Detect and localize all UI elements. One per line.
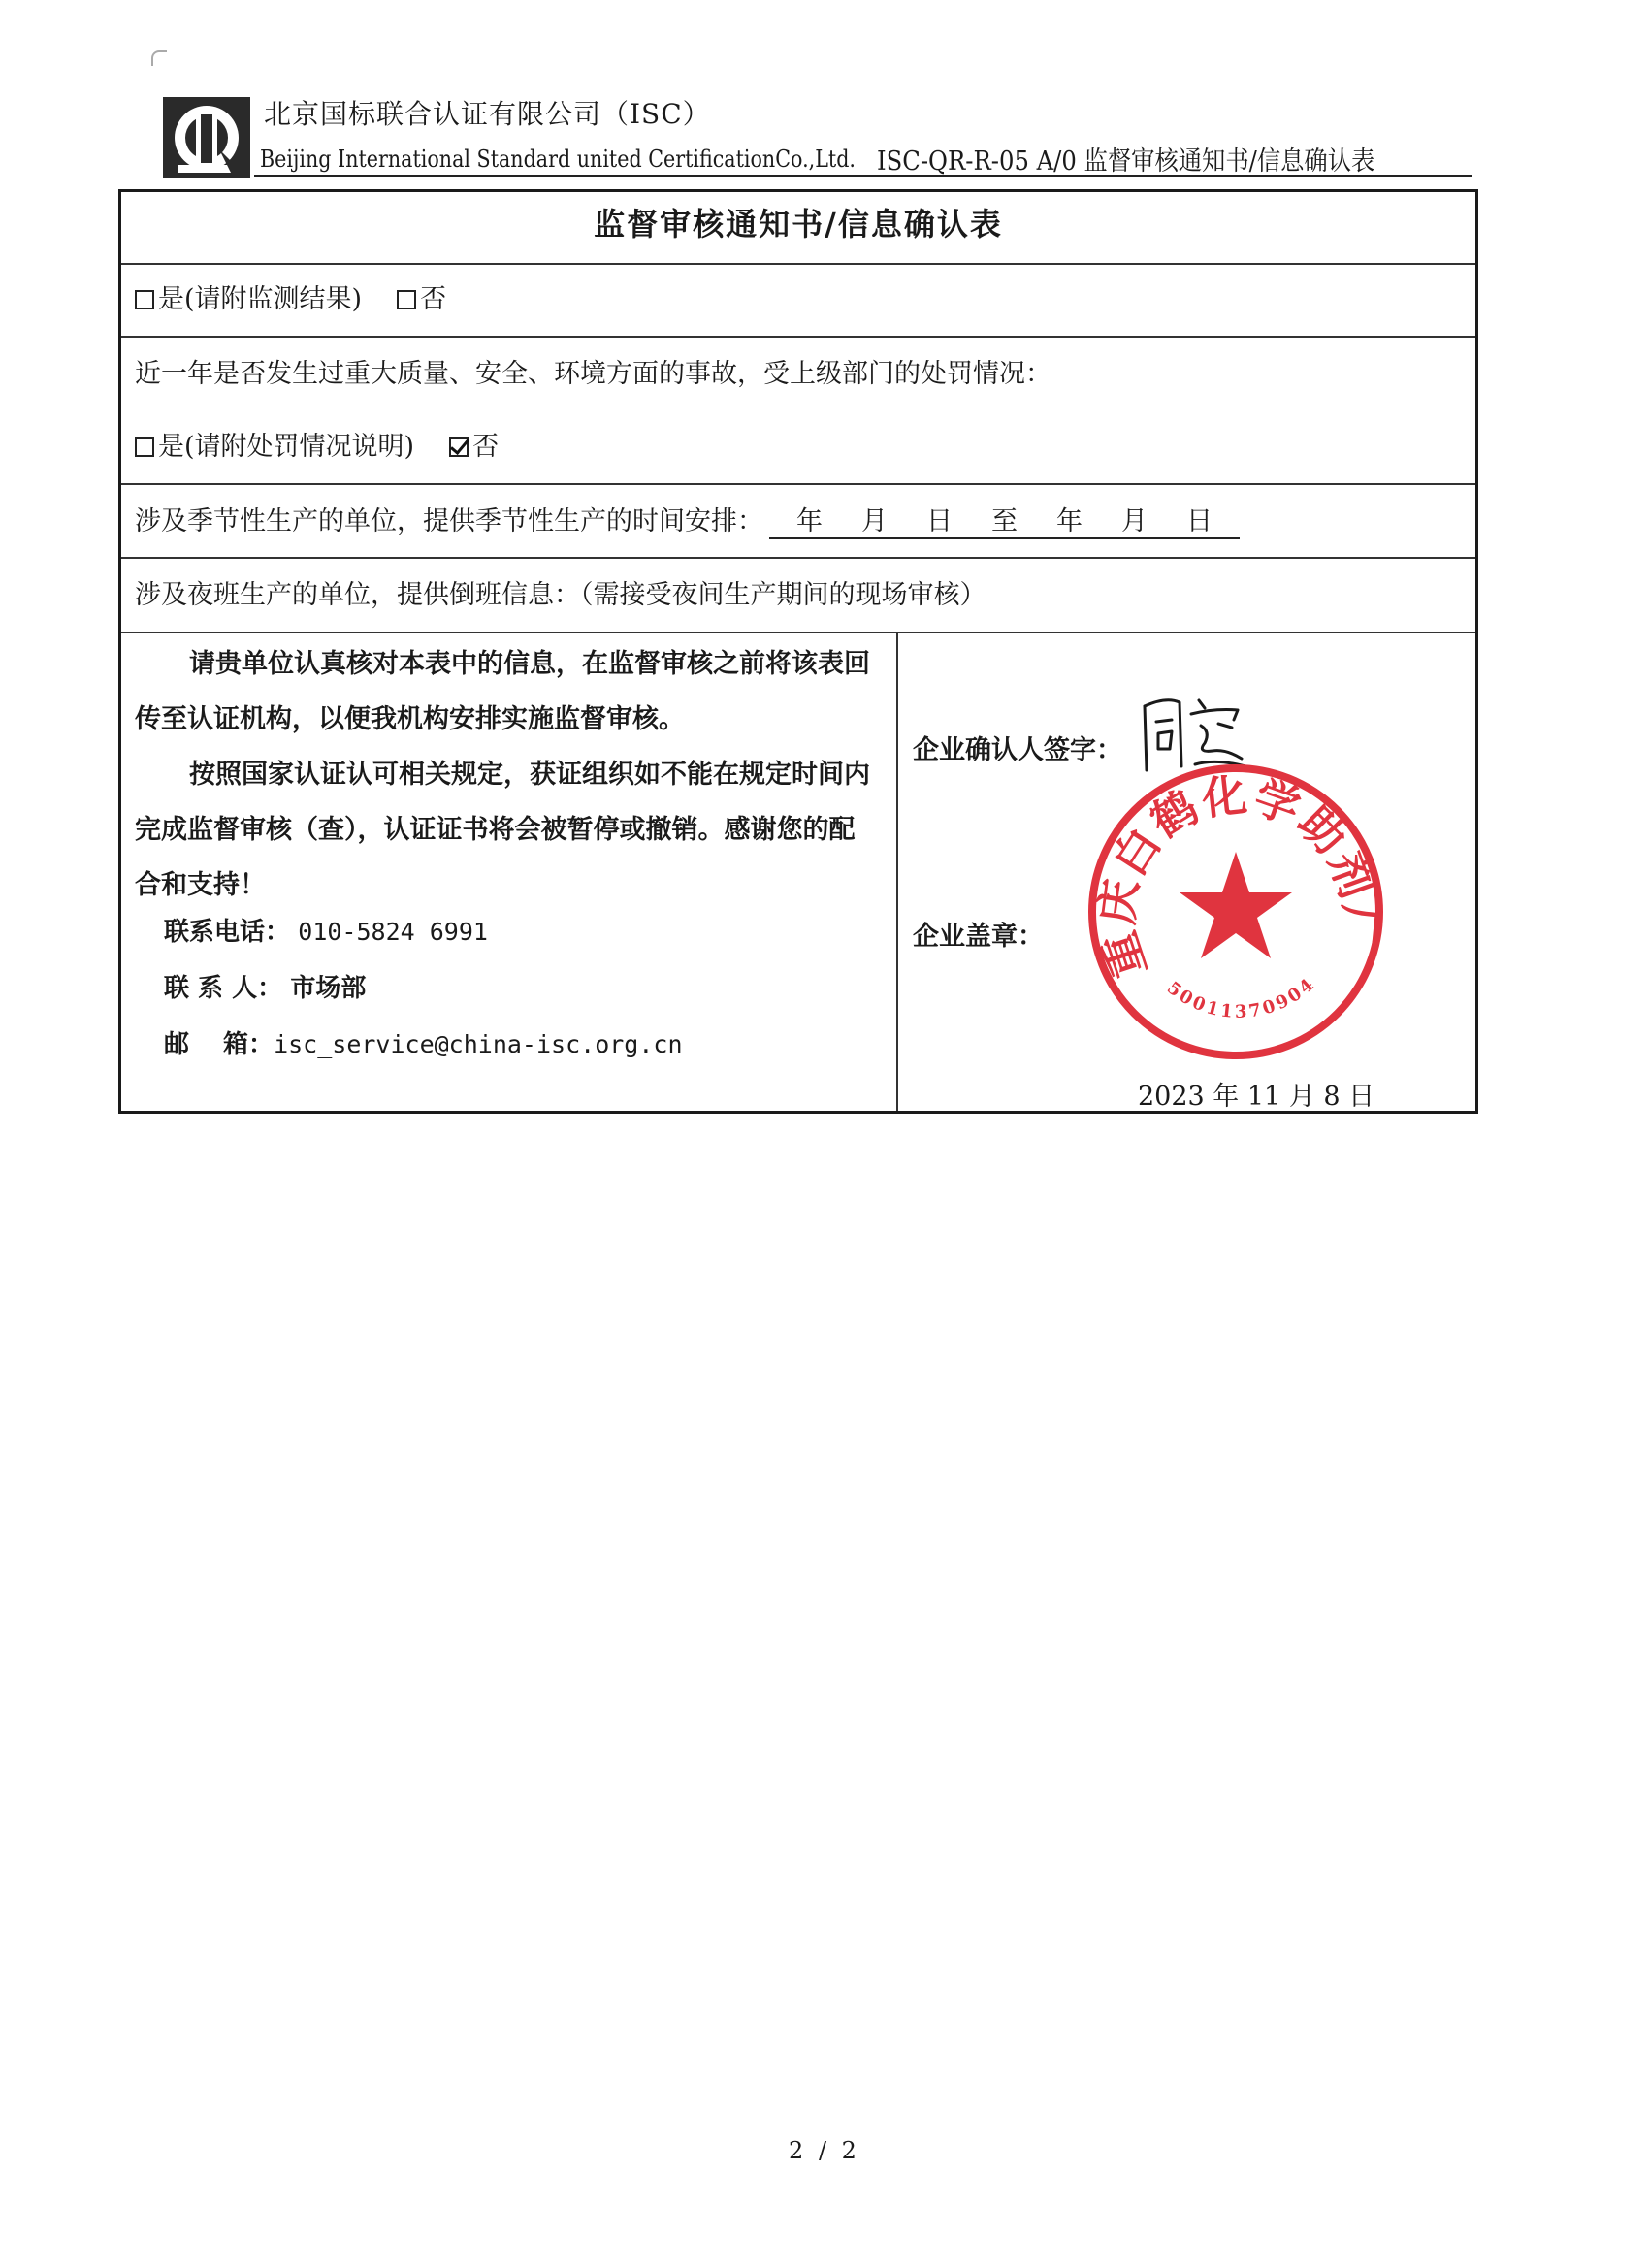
column-divider [896,633,898,1111]
accident-no-label: 否 [472,432,500,462]
company-name-en: Beijing International Standard united CertificationCo.,Ltd. [260,146,856,173]
seal-label: 企业盖章： [913,922,1044,952]
row-divider [121,483,1475,485]
row-divider [121,557,1475,559]
checkbox-monitoring-no[interactable] [397,290,416,309]
row-divider [121,632,1475,633]
checkbox-accident-yes[interactable] [135,437,154,457]
date-month: 月 [861,506,888,536]
seasonal-label: 涉及季节性生产的单位，提供季节性生产的时间安排： [135,506,763,536]
monitoring-yes-label: 是(请附监测结果) [158,284,363,314]
notice-text [135,636,880,913]
row-seasonal [135,500,1240,539]
confirm-date: 2023 年 11 月 8 日 [1138,1082,1375,1112]
signer-label: 企业确认人签字： [913,735,1122,765]
company-name-cn: 北京国标联合认证有限公司（ISC） [264,98,711,130]
person-label: 联 系 人： [164,974,283,1003]
date-day-end: 日 [1186,506,1212,536]
row-divider [121,263,1475,265]
date-month-end: 月 [1121,506,1148,536]
date-year: 年 [796,506,823,536]
form-title: 监督审核通知书/信息确认表 [594,206,1003,243]
row-divider [121,336,1475,338]
row-monitoring [135,277,446,315]
scan-corner-mark [151,50,167,66]
date-to: 至 [991,506,1018,536]
notice-paragraph-1: 请贵单位认真核对本表中的信息，在监督审核之前将该表回传至认证机构，以便我机构安排实施监督审核。 [135,649,870,734]
checkbox-monitoring-yes[interactable] [135,290,154,309]
isc-logo-icon [161,95,252,180]
notice-paragraph-2: 按照国家认证认可相关规定，获证组织如不能在规定时间内完成监督审核（查），认证证书将会被暂停或撤销。感谢您的配合和支持！ [135,760,870,900]
company-seal [1081,757,1391,1067]
email-label: 邮 箱： [164,1030,275,1059]
accident-question: 近一年是否发生过重大质量、安全、环境方面的事故，受上级部门的处罚情况： [135,359,1051,389]
monitoring-no-label: 否 [420,284,447,314]
phone-value: 010-5824 6991 [298,918,488,946]
date-day: 日 [926,506,953,536]
row-accident [135,425,499,463]
seal-text: 重庆白鹤化学助剂厂 [1089,767,1387,985]
contact-email [164,1024,683,1060]
phone-label: 联系电话： [164,918,291,947]
seal-number: 50011370904 [1163,973,1320,1023]
night-shift-label: 涉及夜班生产的单位，提供倒班信息：（需接受夜间生产期间的现场审核） [135,580,986,610]
seasonal-date-range[interactable] [769,500,1240,539]
page-number: 2 / 2 [789,2137,860,2164]
contact-phone [164,912,488,948]
email-value: isc_service@china-isc.org.cn [274,1030,683,1058]
accident-yes-label: 是(请附处罚情况说明) [158,432,415,462]
checkbox-accident-no[interactable] [449,437,469,457]
header-divider [254,175,1472,177]
person-value: 市场部 [290,974,367,1003]
document-code: ISC-QR-R-05 A/0 监督审核通知书/信息确认表 [877,146,1375,177]
date-year-end: 年 [1056,506,1083,536]
contact-person [164,968,366,1004]
